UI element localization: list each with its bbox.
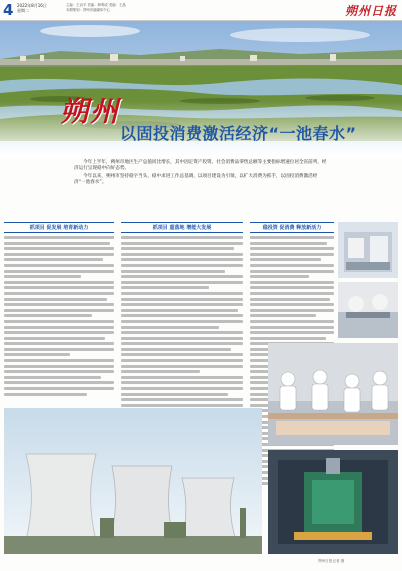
workers-photo xyxy=(268,343,398,445)
title-city: 朔州 xyxy=(60,95,121,128)
plant-equipment-photo xyxy=(268,450,398,554)
date-text: 2022年8月16日 xyxy=(17,3,47,8)
article-column-1 xyxy=(4,222,114,398)
main-headline: 以固投消费激活经济“一池春水” xyxy=(120,124,357,143)
column-heading: 抓项目 重落地 增能大发展 xyxy=(121,222,243,233)
lead-text xyxy=(74,160,328,188)
weekday-text: 星期二 xyxy=(17,8,29,13)
planner-line: 本期策划：朔州市融媒体中心 xyxy=(66,7,111,12)
newspaper-logo: 朔州日报 xyxy=(344,4,397,18)
column-heading: 抓项目 促发展 培育新动力 xyxy=(4,222,114,233)
factory-photo-1 xyxy=(338,222,398,278)
column-body xyxy=(4,236,114,396)
column-heading: 稳投资 促消费 释放新活力 xyxy=(250,222,334,233)
power-plant-photo xyxy=(4,408,262,554)
lead-paragraph: 今年上半年，朔州市地区生产总值同比增长，其中固定资产投资、社会消费品零售总额等主要指标增速位居全省前列，经济运行呈现稳中向好态势。 xyxy=(74,160,327,172)
factory-photo-2 xyxy=(338,282,398,338)
photo-credit: 朔州日报记者 摄 xyxy=(318,559,345,563)
editor-line: 主编：王治平 责编：韩利成 美编：王晶 xyxy=(66,3,126,7)
issue-date xyxy=(17,3,47,13)
page-number: 4 xyxy=(3,1,14,19)
page-header xyxy=(0,0,402,21)
lead-paragraph: 今年以来，朔州市坚持稳字当头、稳中求进工作总基调，以项目建设为引领，以扩大消费为抓手，以固投消费激活经济“一池春水”。 xyxy=(74,173,318,186)
editor-info xyxy=(66,3,336,12)
